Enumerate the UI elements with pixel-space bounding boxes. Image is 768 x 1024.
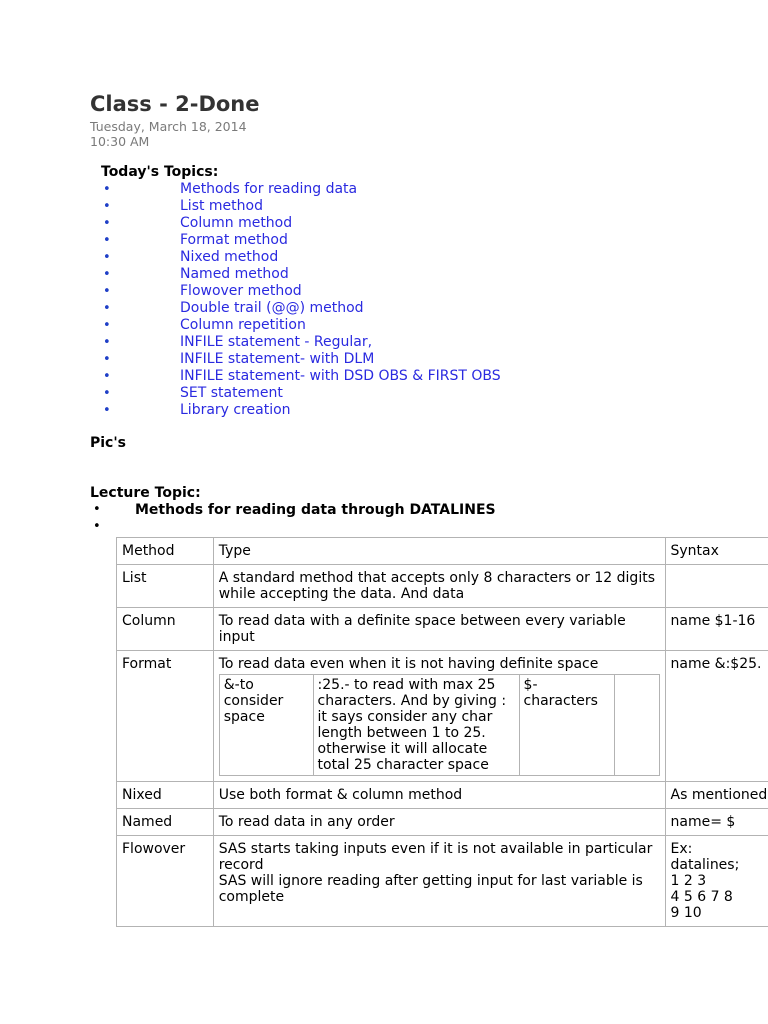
topic-link[interactable]: Flowover method [180,283,302,299]
header-cell: Method [117,538,214,565]
method-cell: Format [117,651,214,782]
bullet-icon: • [103,352,111,367]
bullet-icon: • [103,403,111,418]
syntax-cell [665,565,768,608]
method-cell: Column [117,608,214,651]
bullet-icon: • [103,250,111,265]
bullet-icon: • [103,267,111,282]
bullet-icon: • [103,301,111,316]
page-time: 10:30 AM [90,134,150,149]
type-cell: Use both format & column method [213,782,665,809]
syntax-cell: name= $ [665,809,768,836]
topic-link[interactable]: INFILE statement- with DLM [180,351,375,367]
topic-link[interactable]: Nixed method [180,249,279,265]
table-row [219,675,659,776]
bullet-icon: • [103,318,111,333]
type-cell: SAS starts taking inputs even if it is not available in particular record SAS will ignore reading after getting input for last variable is complete [213,836,665,927]
bullet-icon: • [93,502,101,517]
pics-label: Pic's [90,435,126,451]
lecture-heading: Lecture Topic: [90,485,201,501]
topic-link[interactable]: Library creation [180,402,291,418]
type-cell: To read data in any order [213,809,665,836]
table-row [117,608,768,651]
bullet-icon: • [103,335,111,350]
page-date: Tuesday, March 18, 2014 [90,119,247,134]
type-cell [213,651,665,782]
topic-link[interactable]: Column method [180,215,293,231]
type-text: To read data even when it is not having definite space [218,656,599,672]
method-cell: Flowover [117,836,214,927]
topic-link[interactable]: INFILE statement - Regular, [180,334,373,350]
inner-cell: $-characters [519,675,614,776]
bullet-icon: • [103,284,111,299]
bullet-icon: • [93,519,101,534]
bullet-icon: • [103,199,111,214]
type-cell: To read data with a definite space between every variable input [213,608,665,651]
table-header-row [117,538,768,565]
lecture-item: Methods for reading data through DATALINES [135,502,496,518]
inner-cell [614,675,659,776]
topic-link[interactable]: SET statement [180,385,283,401]
topic-link[interactable]: Methods for reading data [180,181,358,197]
topic-link[interactable]: Named method [180,266,289,282]
bullet-icon: • [103,369,111,384]
type-cell: A standard method that accepts only 8 characters or 12 digits while accepting the data. And data [213,565,665,608]
topics-heading: Today's Topics: [101,164,219,180]
method-cell: Named [117,809,214,836]
topic-link[interactable]: INFILE statement- with DSD OBS & FIRST OBS [180,368,501,384]
topic-link[interactable]: Double trail (@@) method [180,300,364,316]
method-cell: List [117,565,214,608]
bullet-icon: • [103,386,111,401]
table-row [117,809,768,836]
table-row [117,782,768,809]
inner-cell: &-to consider space [219,675,313,776]
format-inner-table [219,674,660,776]
topic-link[interactable]: Format method [180,232,288,248]
page-title: Class - 2-Done [90,92,260,116]
bullet-icon: • [103,182,111,197]
syntax-cell: Ex: datalines; 1 2 3 4 5 6 7 8 9 10 [665,836,768,927]
inner-cell: :25.- to read with max 25 characters. And by giving : it says consider any char length between 1 to 25. otherwise it will allocate total 25 character space [313,675,519,776]
method-cell: Nixed [117,782,214,809]
bullet-icon: • [103,216,111,231]
topic-link[interactable]: Column repetition [180,317,306,333]
bullet-icon: • [103,233,111,248]
topic-link[interactable]: List method [180,198,263,214]
syntax-cell: name &:$25. [665,651,768,782]
methods-table [116,537,768,927]
syntax-cell: name $1-16 [665,608,768,651]
syntax-cell: As mentioned [665,782,768,809]
table-row [117,836,768,927]
header-cell: Type [213,538,665,565]
table-row [117,651,768,782]
header-cell: Syntax [665,538,768,565]
table-row [117,565,768,608]
